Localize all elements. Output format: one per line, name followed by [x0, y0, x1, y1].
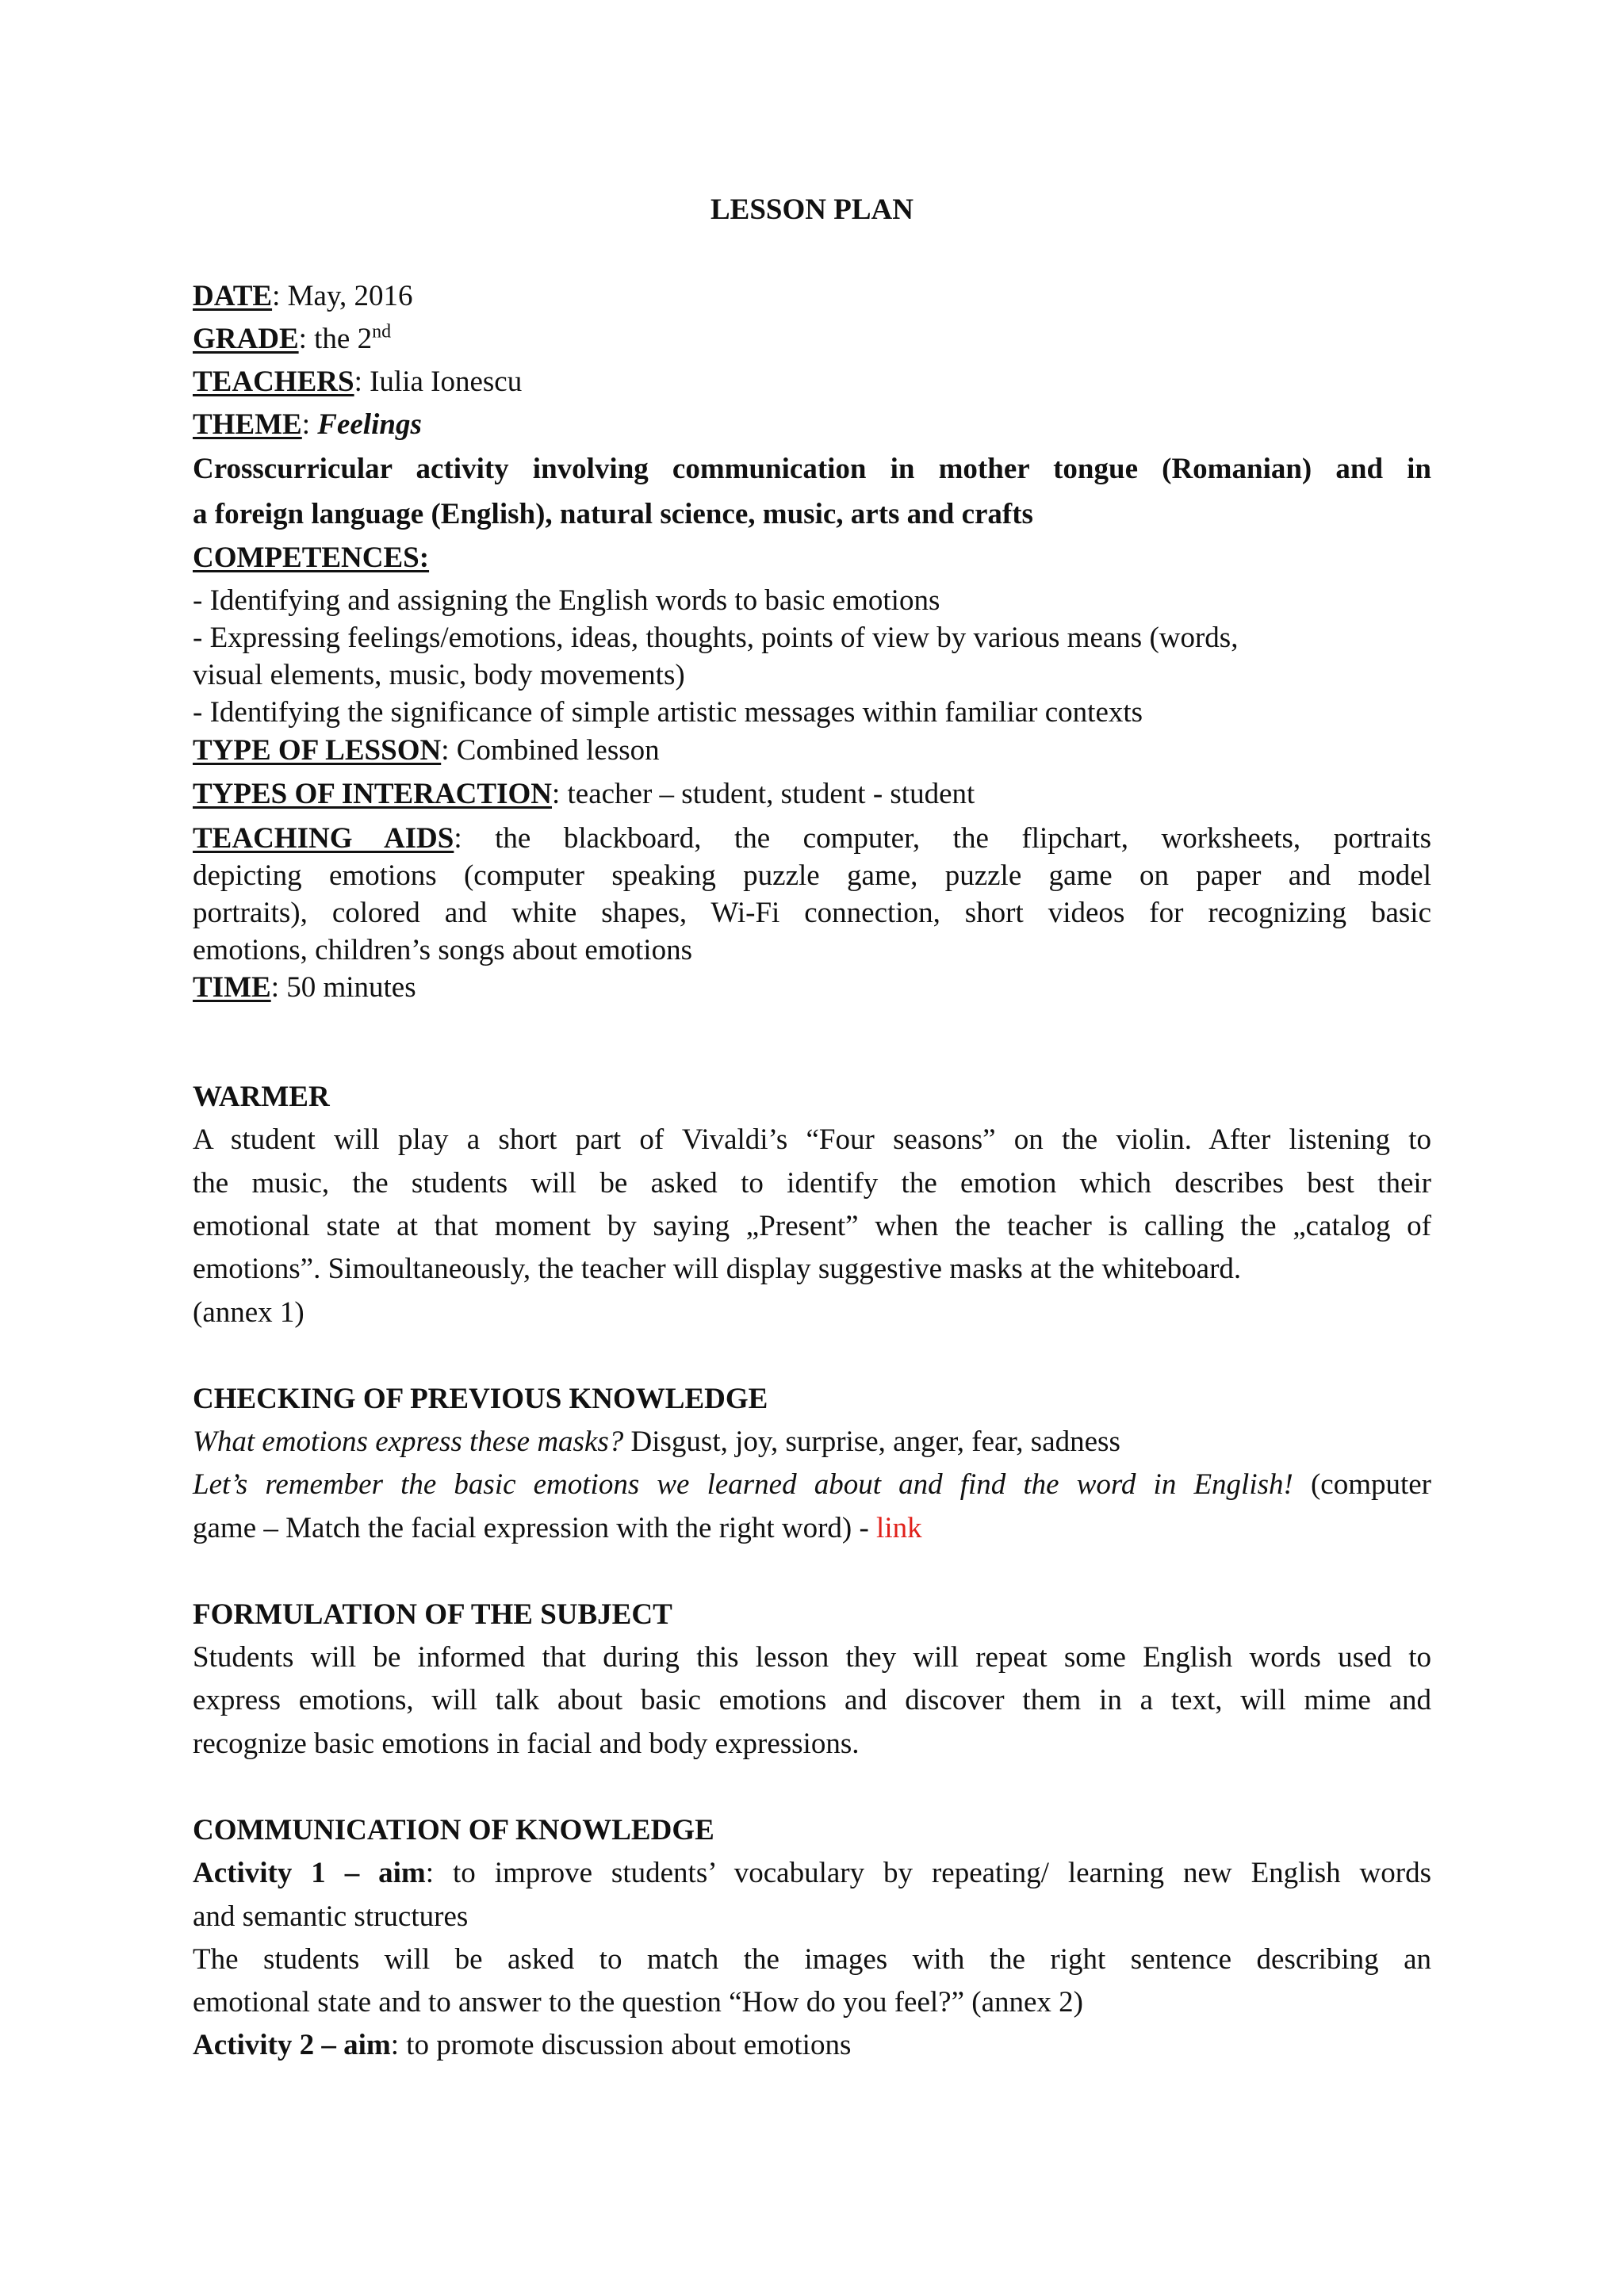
theme-label: THEME [193, 408, 302, 441]
communication-heading: COMMUNICATION OF KNOWLEDGE [193, 1814, 714, 1846]
teaching-aids-row [193, 821, 1431, 856]
interaction-label: TYPES OF INTERACTION [193, 778, 552, 810]
theme-row [193, 408, 422, 442]
theme-separator: : [301, 408, 318, 441]
formulation-heading: FORMULATION OF THE SUBJECT [193, 1598, 672, 1631]
time-label: TIME [193, 971, 271, 1004]
date-value: : May, 2016 [272, 280, 413, 312]
teaching-aids-line: portraits), colored and white shapes, Wi-Fi connection, short videos for recognizing basic [193, 897, 1431, 929]
activity-1-label: Activity 1 – aim [193, 1857, 426, 1889]
date-label: DATE [193, 280, 273, 312]
teaching-aids-line: emotions, children’s songs about emotions [193, 934, 692, 966]
grade-ordinal: nd [372, 321, 392, 342]
activity-1-text: : to improve students’ vocabulary by repeating/ learning new English words [425, 1857, 1431, 1889]
interaction-row [193, 777, 975, 812]
activity-2-text: : to promote discussion about emotions [390, 2029, 852, 2061]
teachers-value: : Iulia Ionescu [354, 365, 523, 398]
type-of-lesson-label: TYPE OF LESSON [193, 734, 442, 767]
warmer-line: emotions”. Simoultaneously, the teacher will display suggestive masks at the whiteboard. [193, 1253, 1242, 1285]
warmer-line: emotional state at that moment by saying „Present” when the teacher is calling the „catalog of [193, 1210, 1431, 1242]
teachers-label: TEACHERS [193, 365, 354, 398]
grade-value: : the 2 [298, 323, 373, 355]
checking-question-3-text: game – Match the facial expression with the right word) - [193, 1512, 877, 1544]
checking-question-1 [193, 1425, 1120, 1460]
formulation-line: Students will be informed that during this lesson they will repeat some English words used to [193, 1641, 1431, 1674]
teaching-aids-line: depicting emotions (computer speaking puzzle game, puzzle game on paper and model [193, 859, 1431, 892]
warmer-heading: WARMER [193, 1081, 330, 1113]
checking-answer-1: Disgust, joy, surprise, anger, fear, sadness [623, 1425, 1120, 1458]
grade-row [193, 322, 391, 357]
checking-question-2 [193, 1468, 1431, 1502]
type-of-lesson-value: : Combined lesson [441, 734, 660, 767]
formulation-line: recognize basic emotions in facial and body expressions. [193, 1728, 860, 1760]
theme-value: Feelings [317, 408, 422, 441]
competence-line: - Expressing feelings/emotions, ideas, thoughts, points of view by various means (words, [193, 622, 1239, 654]
crosscurricular-line-1: Crosscurricular activity involving communication in mother tongue (Romanian) and in [193, 453, 1431, 485]
warmer-line: A student will play a short part of Vivaldi’s “Four seasons” on the violin. After listening to [193, 1123, 1431, 1156]
competence-line: visual elements, music, body movements) [193, 659, 685, 691]
teachers-row [193, 365, 522, 400]
formulation-line: express emotions, will talk about basic emotions and discover them in a text, will mime and [193, 1684, 1431, 1716]
competence-line: - Identifying the significance of simple artistic messages within familiar contexts [193, 696, 1143, 729]
teaching-aids-label: TEACHING AIDS [193, 822, 454, 855]
checking-heading: CHECKING OF PREVIOUS KNOWLEDGE [193, 1383, 768, 1415]
warmer-line: the music, the students will be asked to identify the emotion which describes best their [193, 1167, 1431, 1200]
date-row [193, 279, 413, 314]
type-of-lesson-row [193, 733, 660, 768]
activity-1-description: The students will be asked to match the images with the right sentence describing an [193, 1943, 1431, 1976]
warmer-line: (annex 1) [193, 1296, 304, 1329]
page-title: LESSON PLAN [710, 193, 914, 226]
activity-1-line-2: and semantic structures [193, 1900, 469, 1933]
competence-line: - Identifying and assigning the English words to basic emotions [193, 584, 940, 617]
checking-question-3 [193, 1511, 922, 1546]
checking-question-1-italic: What emotions express these masks? [193, 1425, 624, 1458]
competences-label: COMPETENCES: [193, 541, 430, 574]
grade-label: GRADE [193, 323, 299, 355]
activity-1-description: emotional state and to answer to the question “How do you feel?” (annex 2) [193, 1986, 1084, 2019]
activity-2-label: Activity 2 – aim [193, 2029, 391, 2061]
teaching-aids-value: : the blackboard, the computer, the flipchart, worksheets, portraits [454, 822, 1431, 855]
game-link[interactable]: link [876, 1512, 922, 1544]
interaction-value: : teacher – student, student - student [551, 778, 975, 810]
time-value: : 50 minutes [270, 971, 416, 1004]
checking-question-2-rest: (computer [1293, 1468, 1431, 1501]
time-row [193, 970, 416, 1005]
activity-1-row [193, 1856, 1431, 1891]
crosscurricular-line-2: a foreign language (English), natural science, music, arts and crafts [193, 498, 1033, 530]
activity-2-row [193, 2028, 851, 2063]
checking-question-2-italic: Let’s remember the basic emotions we learned about and find the word in English! [193, 1468, 1293, 1501]
